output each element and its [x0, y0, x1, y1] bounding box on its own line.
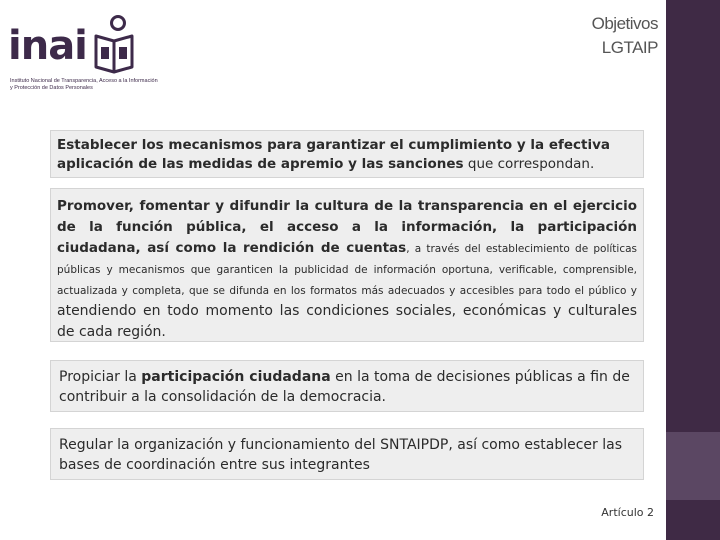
objective-3-pre: Propiciar la	[59, 369, 142, 385]
objective-1-normal: que correspondan.	[463, 156, 595, 172]
objective-4-text: Regular la organización y funcionamiento del SNTAIPDP, así como establecer las bases de coordinación entre sus integrantes	[59, 437, 623, 473]
page-title	[592, 12, 658, 60]
objective-2-small: , a través del establecimiento de políticas públicas y mecanismos que garanticen la publicidad de información oportuna, verificable, comprensible, actualizada y completa, que se difunda en los formatos más adecuados y accesibles para todo el público y	[57, 243, 637, 297]
logo-wordmark: inai	[8, 23, 87, 69]
objective-1-box	[50, 130, 644, 178]
objective-3-bold: participación ciudadana	[141, 369, 331, 385]
sidebar-accent-block	[666, 432, 720, 500]
inai-logo	[8, 14, 168, 94]
logo-tagline: Instituto Nacional de Transparencia, Acceso a la Información y Protección de Datos Personales	[10, 78, 158, 91]
title-line-2: LGTAIP	[601, 38, 658, 57]
objective-2-box	[50, 188, 644, 342]
objective-2-large: atendiendo en todo momento las condiciones sociales, económicas y culturales de cada región.	[57, 303, 637, 340]
title-line-1: Objetivos	[591, 14, 658, 33]
objective-1-bold: Establecer los mecanismos para garantizar el cumplimiento y la efectiva aplicación de las medidas de apremio y las sanciones	[57, 137, 610, 172]
objective-2-bold: Promover, fomentar y difundir la cultura de la transparencia en el ejercicio de la función pública, el acceso a la información, la participación ciudadana, así como la rendición de cuentas	[57, 198, 637, 256]
book-person-icon	[88, 14, 138, 78]
objective-4-box	[50, 428, 644, 480]
objective-3-post: en la toma de decisiones públicas a fin de contribuir a la consolidación de la democracia.	[59, 369, 630, 405]
article-reference: Artículo 2	[601, 506, 654, 519]
objective-3-box	[50, 360, 644, 412]
